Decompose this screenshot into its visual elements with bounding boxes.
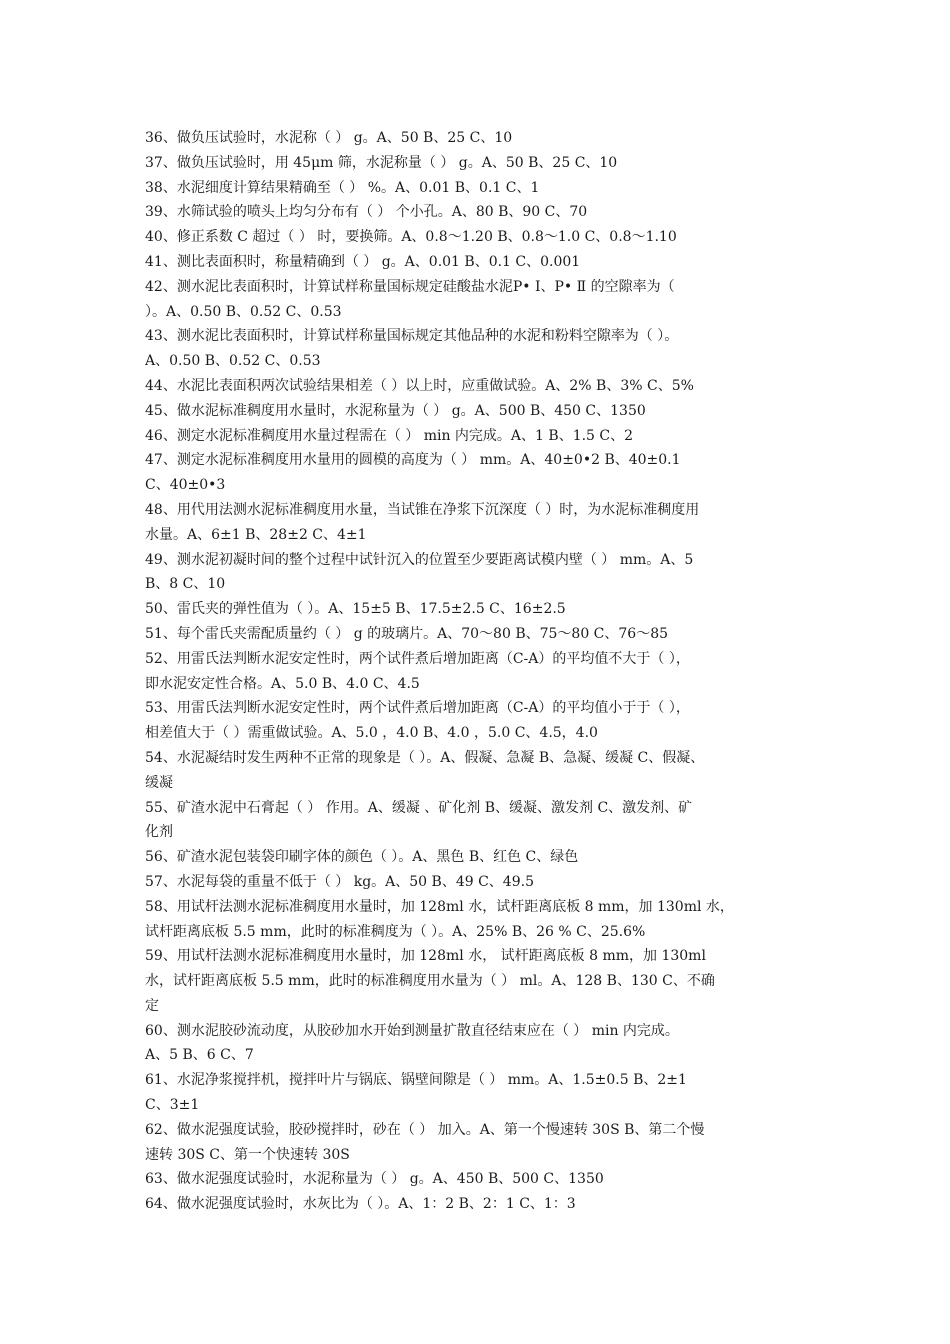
text-line: 46、测定水泥标准稠度用水量过程需在（ ） min 内完成。A、1 B、1.5 C、2 <box>145 427 634 444</box>
text-line: 57、水泥每袋的重量不低于（ ） kg。A、50 B、49 C、49.5 <box>145 873 534 890</box>
text-line: 44、水泥比表面积两次试验结果相差（ ）以上时，应重做试验。A、2% B、3% C、5% <box>145 377 694 394</box>
text-line: 50、雷氏夹的弹性值为（ ）。A、15±5 B、17.5±2.5 C、16±2.5 <box>145 601 566 618</box>
text-line: 64、做水泥强度试验时，水灰比为（ ）。A、1：2 B、2：1 C、1：3 <box>145 1196 576 1213</box>
text-line: 59、用试杆法测水泥标准稠度用水量时，加 128ml 水， 试杆距离底板 8 mm，加 130ml <box>145 948 706 965</box>
text-line: 即水泥安定性合格。A、5.0 B、4.0 C、4.5 <box>145 675 420 692</box>
text-line: 55、矿渣水泥中石膏起（ ） 作用。A、缓凝 、矿化剂 B、缓凝、激发剂 C、激发剂、矿 <box>145 799 693 816</box>
text-line: 37、做负压试验时，用 45μm 筛，水泥称量（ ） g。A、50 B、25 C、10 <box>145 154 618 171</box>
text-line: 62、做水泥强度试验，胶砂搅拌时，砂在（ ） 加入。A、第一个慢速转 30S B、第二个慢 <box>145 1121 705 1138</box>
text-line: 40、修正系数 C 超过（ ） 时，要换筛。A、0.8～1.20 B、0.8～1.0 C、0.8～1.10 <box>145 229 677 246</box>
text-line: 61、水泥净浆搅拌机，搅拌叶片与锅底、锅壁间隙是（ ） mm。A、1.5±0.5 B、2±1 <box>145 1072 687 1089</box>
text-line: 63、做水泥强度试验时，水泥称量为（ ） g。A、450 B、500 C、1350 <box>145 1171 604 1188</box>
text-line: 58、用试杆法测水泥标准稠度用水量时，加 128ml 水，试杆距离底板 8 mm，加 130ml 水， <box>145 898 734 915</box>
text-line: 水，试杆距离底板 5.5 mm，此时的标准稠度用水量为（ ） ml。A、128 B、130 C、不确 <box>145 973 715 990</box>
text-line: ）。A、0.50 B、0.52 C、0.53 <box>145 303 342 320</box>
text-line: C、40±0•3 <box>145 477 226 494</box>
text-line: 缓凝 <box>145 774 173 791</box>
text-line: 47、测定水泥标准稠度用水量用的圆模的高度为（ ） mm。A、40±0•2 B、40±0.1 <box>145 452 681 469</box>
text-line: 45、做水泥标准稠度用水量时，水泥称量为（ ） g。A、500 B、450 C、1350 <box>145 402 646 419</box>
text-line: C、3±1 <box>145 1097 200 1114</box>
text-line: 相差值大于（ ）需重做试验。A、5.0 ，4.0 B、4.0 ，5.0 C、4.5，4.0 <box>145 725 598 742</box>
text-line: A、5 B、6 C、7 <box>145 1047 254 1064</box>
text-line: 39、水筛试验的喷头上均匀分布有（ ） 个小孔。A、80 B、90 C、70 <box>145 204 588 221</box>
text-line: 53、用雷氏法判断水泥安定性时，两个试件煮后增加距离（C-A）的平均值小于于（ ）， <box>145 700 690 717</box>
text-line: 43、测水泥比表面积时，计算试样称量国标规定其他品种的水泥和粉料空隙率为（ ）。 <box>145 328 679 345</box>
text-line: 水量。A、6±1 B、28±2 C、4±1 <box>145 526 367 543</box>
text-line: 54、水泥凝结时发生两种不正常的现象是（ ）。A、假凝、急凝 B、急凝、缓凝 C、假凝、 <box>145 749 705 766</box>
text-line: 41、测比表面积时，称量精确到（ ） g。A、0.01 B、0.1 C、0.001 <box>145 253 581 270</box>
text-line: B、8 C、10 <box>145 576 226 593</box>
text-line: 51、每个雷氏夹需配质量约（ ） g 的玻璃片。A、70～80 B、75～80 C、76～85 <box>145 625 669 642</box>
text-line: 速转 30S C、第一个快速转 30S <box>145 1146 350 1163</box>
text-line: 60、测水泥胶砂流动度，从胶砂加水开始到测量扩散直径结束应在（ ） min 内完成。 <box>145 1022 679 1039</box>
text-line: 49、测水泥初凝时间的整个过程中试针沉入的位置至少要距离试模内壁（ ） mm。A、5 <box>145 551 694 568</box>
text-line: 48、用代用法测水泥标准稠度用水量，当试锥在净浆下沉深度（ ）时，为水泥标准稠度用 <box>145 501 700 518</box>
text-line: 定 <box>145 997 159 1014</box>
text-line: 化剂 <box>145 824 173 841</box>
text-line: 38、水泥细度计算结果精确至（ ） %。A、0.01 B、0.1 C、1 <box>145 179 540 196</box>
text-line: 52、用雷氏法判断水泥安定性时，两个试件煮后增加距离（C-A）的平均值不大于（ ）， <box>145 650 690 667</box>
text-line: 56、矿渣水泥包装袋印刷字体的颜色（ ）。A、黑色 B、红色 C、绿色 <box>145 849 579 866</box>
text-line: A、0.50 B、0.52 C、0.53 <box>145 353 321 370</box>
text-line: 42、测水泥比表面积时，计算试样称量国标规定硅酸盐水泥P• Ⅰ、P• Ⅱ 的空隙率为（ <box>145 278 675 295</box>
text-line: 试杆距离底板 5.5 mm，此时的标准稠度为（ ）。A、25% B、26 % C、25.6% <box>145 923 646 940</box>
text-line: 36、做负压试验时，水泥称（ ） g。A、50 B、25 C、10 <box>145 130 513 146</box>
document-page <box>145 126 815 1217</box>
